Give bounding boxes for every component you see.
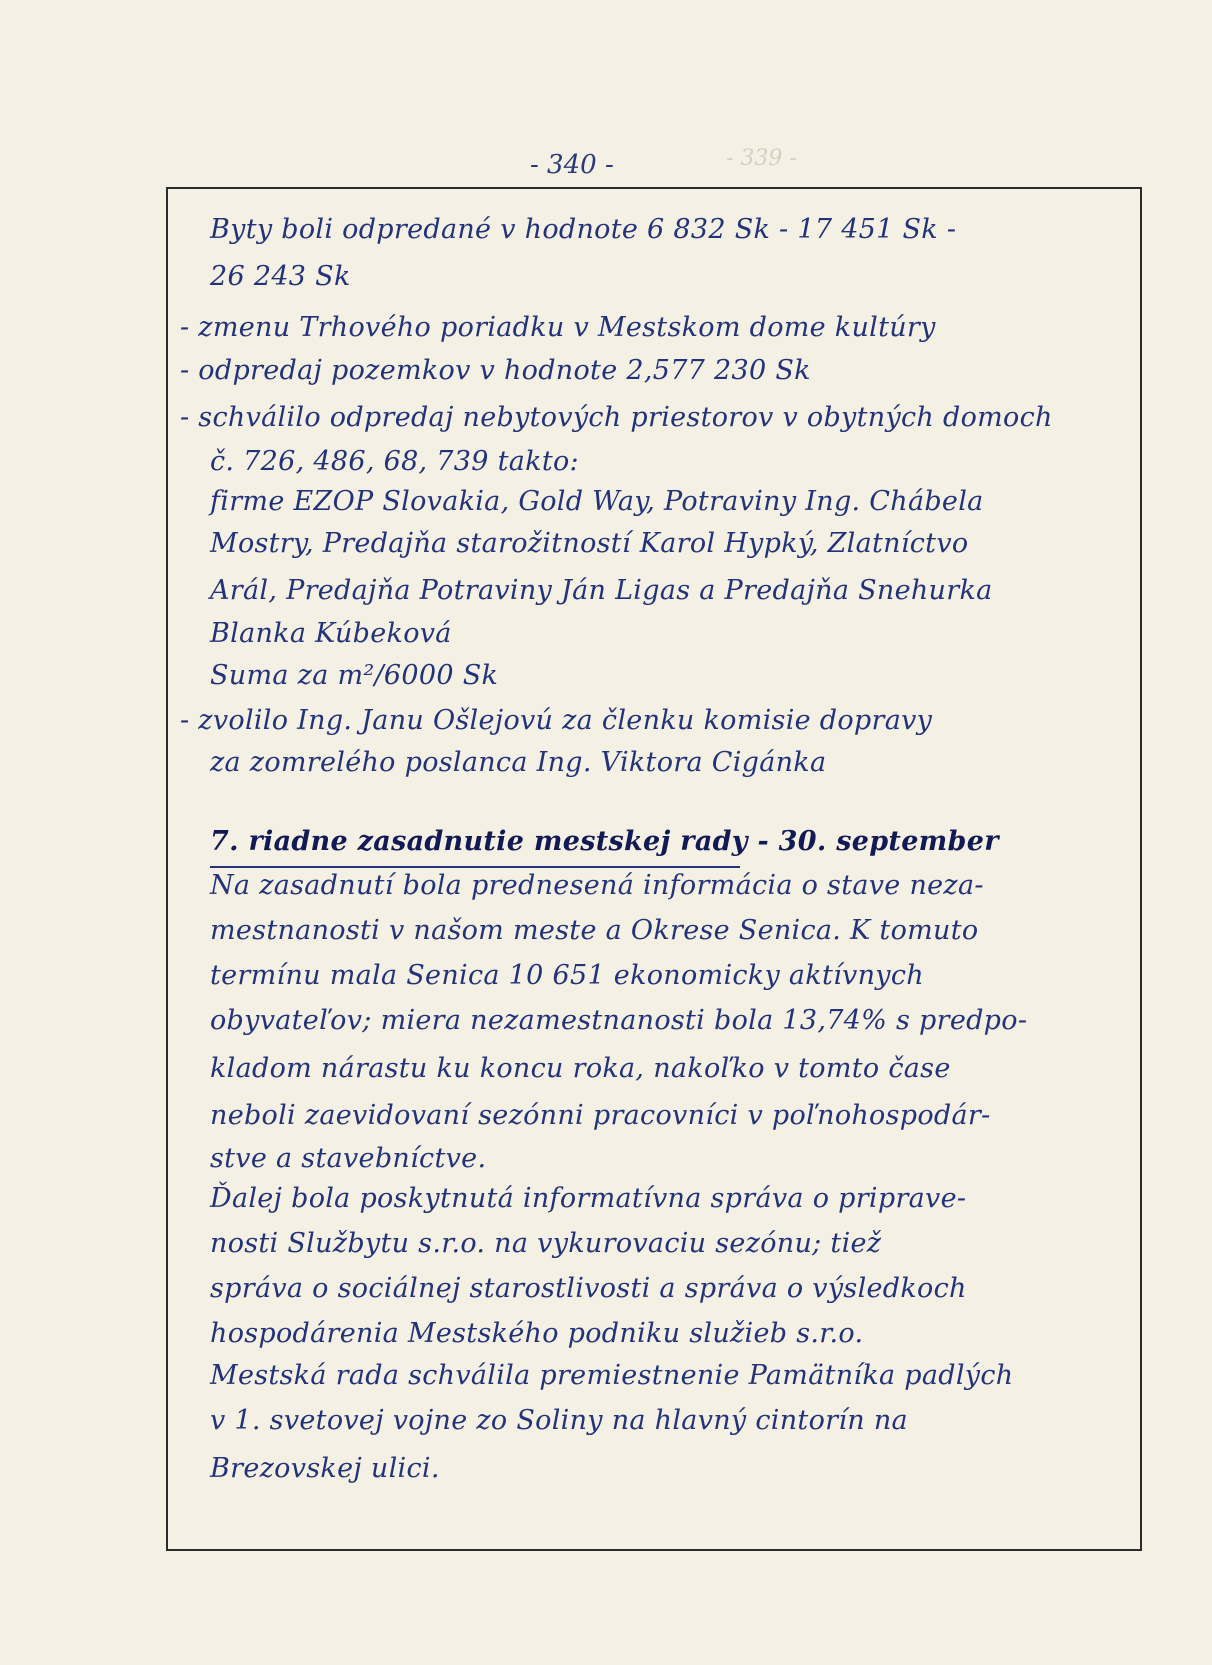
heading-underline: [210, 866, 740, 868]
text-line: - schválilo odpredaj nebytových priestorov v obytných domoch: [180, 402, 1053, 433]
text-line: za zomrelého poslanca Ing. Viktora Cigánka: [210, 747, 827, 778]
text-line: Arál, Predajňa Potraviny Ján Ligas a Predajňa Snehurka: [210, 575, 993, 606]
text-line: v 1. svetovej vojne zo Soliny na hlavný cintorín na: [210, 1405, 908, 1436]
text-line: č. 726, 486, 68, 739 takto:: [210, 446, 579, 477]
text-line: - odpredaj pozemkov v hodnote 2,577 230 Sk: [180, 355, 811, 386]
text-line: Blanka Kúbeková: [210, 618, 452, 649]
bleed-through-page-number: - 339 -: [726, 146, 797, 171]
text-line: firme EZOP Slovakia, Gold Way, Potraviny Ing. Chábela: [210, 486, 984, 517]
text-line: stve a stavebníctve.: [210, 1143, 487, 1174]
text-line: 26 243 Sk: [210, 261, 351, 292]
text-line: termínu mala Senica 10 651 ekonomicky aktívnych: [210, 960, 924, 991]
text-line: Na zasadnutí bola prednesená informácia o stave neza-: [210, 870, 984, 901]
text-line: hospodárenia Mestského podniku služieb s.r.o.: [210, 1318, 864, 1349]
text-line: neboli zaevidovaní sezónni pracovníci v poľnohospodár-: [210, 1100, 991, 1131]
text-line: Mostry, Predajňa starožitností Karol Hypký, Zlatníctvo: [210, 528, 969, 559]
text-line: nosti Službytu s.r.o. na vykurovaciu sezónu; tiež: [210, 1228, 882, 1259]
text-line: Mestská rada schválila premiestnenie Pamätníka padlých: [210, 1360, 1014, 1391]
text-line: obyvateľov; miera nezamestnanosti bola 13,74% s predpo-: [210, 1005, 1028, 1036]
text-line: - zvolilo Ing. Janu Ošlejovú za členku komisie dopravy: [180, 705, 933, 736]
text-line: Brezovskej ulici.: [210, 1453, 440, 1484]
text-line: Byty boli odpredané v hodnote 6 832 Sk - 17 451 Sk -: [210, 214, 957, 245]
text-line: kladom nárastu ku koncu roka, nakoľko v tomto čase: [210, 1053, 951, 1084]
text-line: Suma za m²/6000 Sk: [210, 660, 499, 691]
text-line: - zmenu Trhového poriadku v Mestskom dome kultúry: [180, 312, 936, 343]
text-line: správa o sociálnej starostlivosti a správa o výsledkoch: [210, 1273, 967, 1304]
page-number: - 340 -: [530, 150, 614, 180]
text-line: mestnanosti v našom meste a Okrese Senica. K tomuto: [210, 915, 979, 946]
text-line: Ďalej bola poskytnutá informatívna správa o priprave-: [210, 1183, 967, 1214]
section-heading: 7. riadne zasadnutie mestskej rady - 30. september: [210, 826, 999, 857]
